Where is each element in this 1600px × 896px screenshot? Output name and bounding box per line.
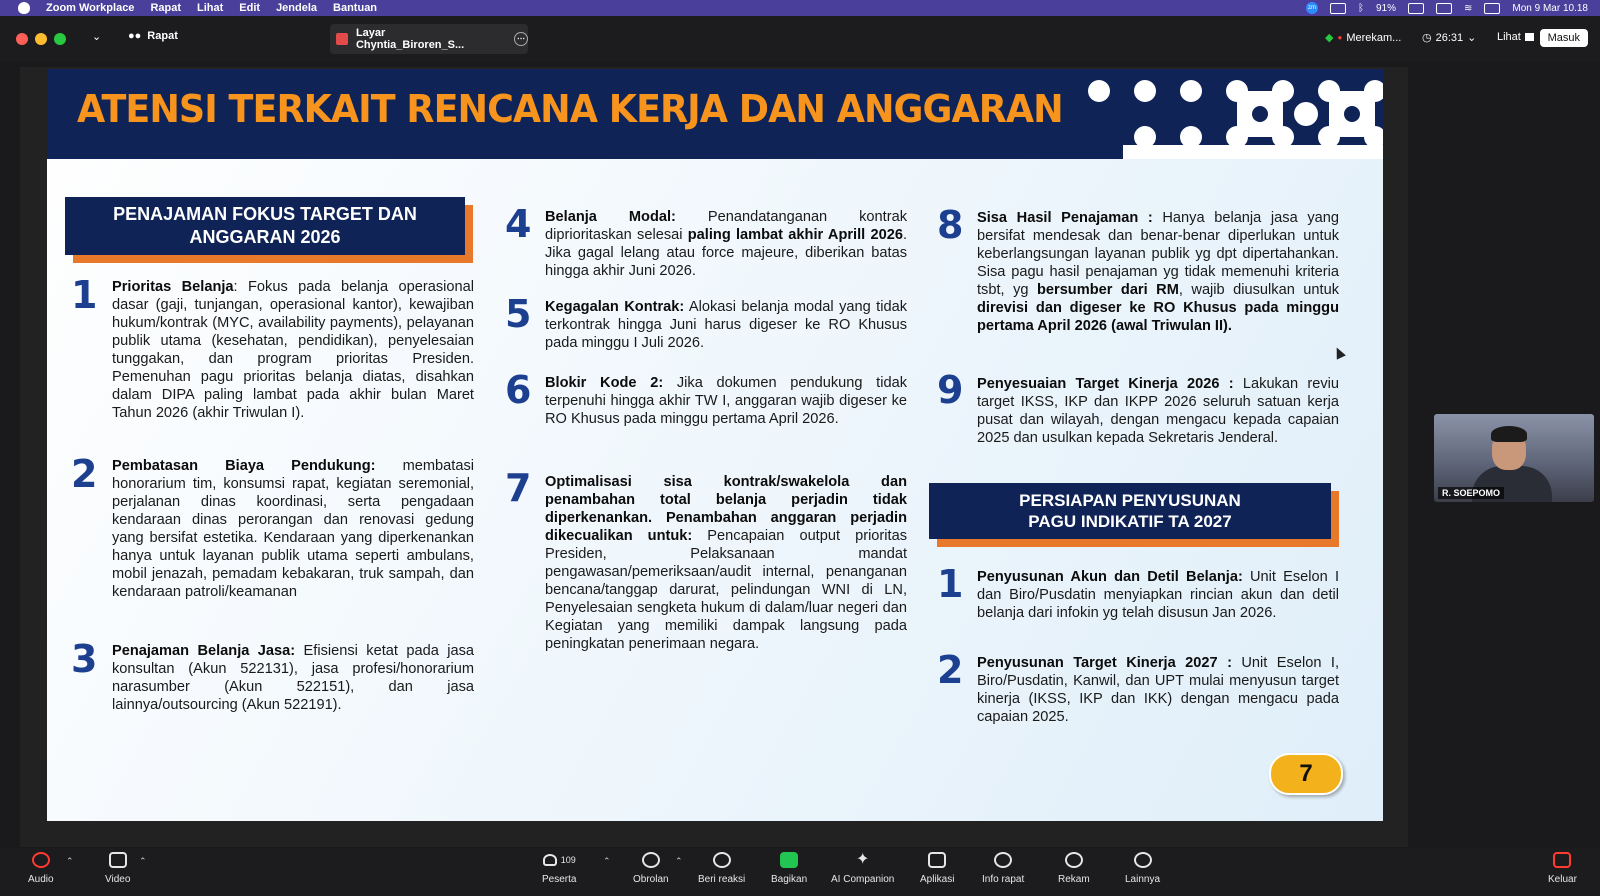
people-icon: ●● [128,30,142,42]
chat-label: Obrolan [633,874,669,885]
view-label: Lihat [1497,31,1521,43]
people-icon [543,854,557,866]
info-icon [994,852,1012,868]
ai-label: AI Companion [831,874,895,885]
item-body: Pencapaian output prioritas Presiden, Pelaksanaan mandat pengawasan/pemeriksaan/audit internal, penanganan bencana/tanggap darurat, pelindungan WNI di LN, Penyelesaian sengketa hukum di dalam/luar negeri dan Kegiatan yang memiliki dampak langsung pada peningkatan penerimaan negara. [545,528,907,652]
item-optimalisasi [545,473,907,653]
more-label: Lainnya [1125,874,1161,885]
participant-hair [1491,426,1527,442]
item-belanja-modal [545,208,907,280]
macos-menu-bar [0,0,1600,16]
item-prioritas-belanja [112,278,474,422]
react-label: Beri reaksi [698,874,746,885]
caret-up-icon[interactable]: ⌃ [603,856,611,866]
screen-mirror-icon[interactable] [1436,3,1452,14]
item-number: 6 [505,368,532,412]
item-title: Sisa Hasil Penajaman : [977,210,1153,226]
item-emphasis-2: direvisi dan digeser ke RO Khusus pada minggu pertama April 2026 (awal Triwulan II). [977,300,1339,334]
share-screen-icon [336,33,348,45]
control-center-icon[interactable] [1484,3,1500,14]
item-pembatasan-biaya [112,457,474,601]
apps-button[interactable] [920,852,954,885]
sparkle-icon: ✦ [855,851,870,868]
item-number: 3 [71,637,98,681]
item-number: 5 [505,292,532,336]
apps-icon [928,852,946,868]
react-button[interactable] [698,852,745,885]
tab-screen-share[interactable] [330,24,528,54]
menu-bantuan[interactable]: Bantuan [333,2,378,14]
item-body: Alokasi belanja modal yang tidak terkontrak hingga Juni harus digeser ke RO Khusus pada minggu I Juli 2026. [545,299,907,351]
ai-companion-button[interactable] [831,852,894,885]
timer-value: 26:31 [1435,31,1464,44]
menu-jendela[interactable]: Jendela [276,2,318,14]
item-title: Blokir Kode 2: [545,375,664,391]
camera-icon [109,852,127,868]
slide-page-number: 7 [1269,753,1343,795]
audio-button[interactable] [28,852,54,885]
presentation-slide [47,69,1383,821]
record-button[interactable] [1058,852,1090,885]
record-icon [1065,852,1083,868]
item-body-2: . Jika gagal lelang atau force majeure, diberikan batas hingga akhir Juni 2026. [545,227,907,279]
battery-percent: 91% [1375,2,1396,14]
clock-icon: ◷ [1422,32,1432,44]
tab-screen-share-label: Layar Chyntia_Biroren_S... [355,27,465,51]
caret-up-icon[interactable]: ⌃ [675,856,683,866]
item-penajaman-jasa [112,642,474,714]
item-sisa-hasil [977,209,1339,335]
layout-icon [1525,33,1534,41]
item-body: Lakukan reviu target IKSS, IKP dan IKPP 2026 seluruh satuan kerja pusat dan wilayah, dengan mengacu kepada capaian 2025 dan usulkan kepada Sekretaris Jenderal. [977,376,1339,446]
item-number: 4 [505,202,532,246]
item-kegagalan-kontrak [545,298,907,352]
video-button[interactable] [105,852,130,885]
item-penyusunan-akun [977,568,1339,622]
tab-meeting[interactable] [128,30,178,42]
bluetooth-icon[interactable]: ᛒ [1357,2,1364,14]
participant-count: 109 [560,855,576,865]
zoom-title-bar [0,16,1600,62]
item-emphasis: bersumber dari RM [1036,282,1179,298]
view-button[interactable] [1497,31,1534,43]
mic-muted-icon [32,852,50,868]
item-title: Kegagalan Kontrak: [545,299,685,315]
info-label: Info rapat [982,874,1025,885]
section-header-line-2: ANGGARAN 2026 [189,227,341,247]
slide-header-band [47,69,1383,159]
decorative-dot-pattern [1063,69,1383,159]
item-number: 7 [505,466,532,510]
item-number: 1 [71,273,98,317]
clock[interactable]: Mon 9 Mar 10.18 [1512,2,1588,14]
record-label: Rekam [1058,874,1090,885]
section-header-penajaman [65,197,465,255]
item-title: Belanja Modal: [545,209,676,225]
zoom-status-icon[interactable]: zm [1306,2,1318,14]
item-number: 2 [71,452,98,496]
item-body: membatasi honorarium tim, konsumsi rapat, kegiatan seremonial, perjalanan dinas koordinasi, serta pengadaan kendaraan dinas perorangan dan renovasi gedung yang bersifat estetika. Kendaraan yang diperkenankan hanya untuk layanan publik utama seperti ambulans, mobil jenazah, pemadam kebakaran, truk sampah, dan kendaraan patroli/keamanan [112,458,474,600]
item-body-2: , wajib diusulkan untuk [1178,282,1340,298]
battery-icon[interactable] [1408,3,1424,14]
slide-title: ATENSI TERKAIT RENCANA KERJA DAN ANGGARAN [77,87,1063,131]
record-dot-icon: ● [1337,33,1343,42]
leave-button[interactable] [1548,852,1577,885]
more-button[interactable] [1125,852,1160,885]
item-body: Efisiensi ketat pada jasa konsultan (Akun 522131), jasa profesi/honorarium narasumber (Akun 522151), dan jasa lainnya/outsourcing (Akun 522191). [112,643,474,713]
leave-icon [1553,852,1571,868]
item-body: Hanya belanja jasa yang bersifat mendesak dan benar-benar diperlukan untuk keberlangsungan layanan publik yg dpt dipertahankan. Sisa pagu hasil penajaman yg tidak memenuhi kriteria tsbt, yg [977,210,1339,298]
audio-label: Audio [28,874,54,885]
share-button[interactable] [771,852,807,885]
leave-label: Keluar [1548,874,1577,885]
meeting-info-button[interactable] [982,852,1024,885]
menu-app-name[interactable]: Zoom Workplace [46,2,135,14]
sign-in-button[interactable]: Masuk [1540,29,1588,47]
apps-label: Aplikasi [920,874,955,885]
recording-indicator[interactable] [1325,31,1401,44]
share-label: Bagikan [771,874,808,885]
menu-rapat[interactable]: Rapat [150,2,181,14]
section-header-persiapan [929,483,1331,539]
close-window-button[interactable] [16,33,28,45]
item-number: 8 [937,203,964,247]
chat-icon [642,852,660,868]
item-emphasis: paling lambat akhir Aprill 2026 [687,227,903,243]
item-title: Pembatasan Biaya Pendukung: [112,458,376,474]
item-title: Penyusunan Akun dan Detil Belanja: [977,569,1243,585]
participants-label: Peserta [542,874,577,885]
item-title: Penajaman Belanja Jasa: [112,643,296,659]
item-title: Penyusunan Target Kinerja 2027 : [977,655,1232,671]
section-header-line-1: PERSIAPAN PENYUSUNAN [1019,491,1241,510]
item-title: Prioritas Belanja [112,279,234,295]
heart-icon [713,852,731,868]
item-body: : Fokus pada belanja operasional dasar (gaji, tunjangan, operasional kantor), kewajiban hukum/kontrak (MYC, availability payments), pelayanan publik utama (kesehatan, pendidikan), penyelesaian tunggakan, dan program prioritas Presiden. Pemenuhan pagu prioritas belanja diatas, disahkan dalam DIPA paling lambat pada akhir bulan Maret Tahun 2026 (akhir Triwulan I). [112,279,474,421]
item-title: Penyesuaian Target Kinerja 2026 : [977,376,1234,392]
chevron-down-icon[interactable]: ⌄ [92,31,102,43]
item-title: Optimalisasi sisa kontrak/swakelola dan penambahan total belanja perjadin tidak diperkenankan. Penambahan anggaran perjadin dikecualikan untuk: [545,474,907,544]
participants-button[interactable] [542,852,576,885]
item-penyesuaian-target [977,375,1339,447]
caret-up-icon[interactable]: ⌃ [139,856,147,866]
item-body: Unit Eselon I, Biro/Pusdatin, Kanwil, dan UPT mulai menyusun target kinerja (IKSS, IKP dan IKK) dengan mengacu pada capaian 2025. [977,655,1339,725]
meeting-toolbar [0,848,1600,896]
section-header-line-1: PENAJAMAN FOKUS TARGET DAN [113,204,417,224]
item-penyusunan-target [977,654,1339,726]
wifi-icon[interactable]: ≋ [1464,2,1473,14]
item-number: 9 [937,368,964,412]
menu-lihat[interactable]: Lihat [197,2,224,14]
item-number: 1 [937,562,964,606]
chat-button[interactable] [633,852,669,885]
participant-video-tile[interactable] [1434,414,1594,502]
shield-icon: ◆ [1325,32,1334,44]
chevron-down-icon: ⌄ [1467,32,1477,44]
menu-edit[interactable]: Edit [239,2,261,14]
maximize-window-button[interactable] [54,33,66,45]
item-number: 2 [937,648,964,692]
more-icon [1134,852,1152,868]
section-header-line-2: PAGU INDIKATIF TA 2027 [1028,512,1232,531]
tab-meeting-label: Rapat [147,30,178,42]
minimize-window-button[interactable] [35,33,47,45]
recording-label: Merekam... [1346,31,1402,44]
item-body: Jika dokumen pendukung tidak terpenuhi hingga akhir TW I, anggaran wajib digeser ke RO Khusus pada minggu pertama April 2026. [545,375,907,427]
item-blokir-kode [545,374,907,428]
item-body: Penandatanganan kontrak diprioritaskan selesai [545,209,907,243]
apple-icon[interactable] [18,2,30,14]
meeting-timer[interactable] [1422,31,1476,44]
item-body: Unit Eselon I dan Biro/Pusdatin menyiapkan rincian akun dan detil belanja dari infokin yg telah disusun Jan 2026. [977,569,1340,621]
caret-up-icon[interactable]: ⌃ [66,856,74,866]
display-icon[interactable] [1330,3,1346,14]
more-options-icon[interactable]: ⋯ [514,32,528,46]
participant-name: R. SOEPOMO [1438,487,1504,499]
video-label: Video [105,874,131,885]
share-screen-icon [780,852,798,868]
